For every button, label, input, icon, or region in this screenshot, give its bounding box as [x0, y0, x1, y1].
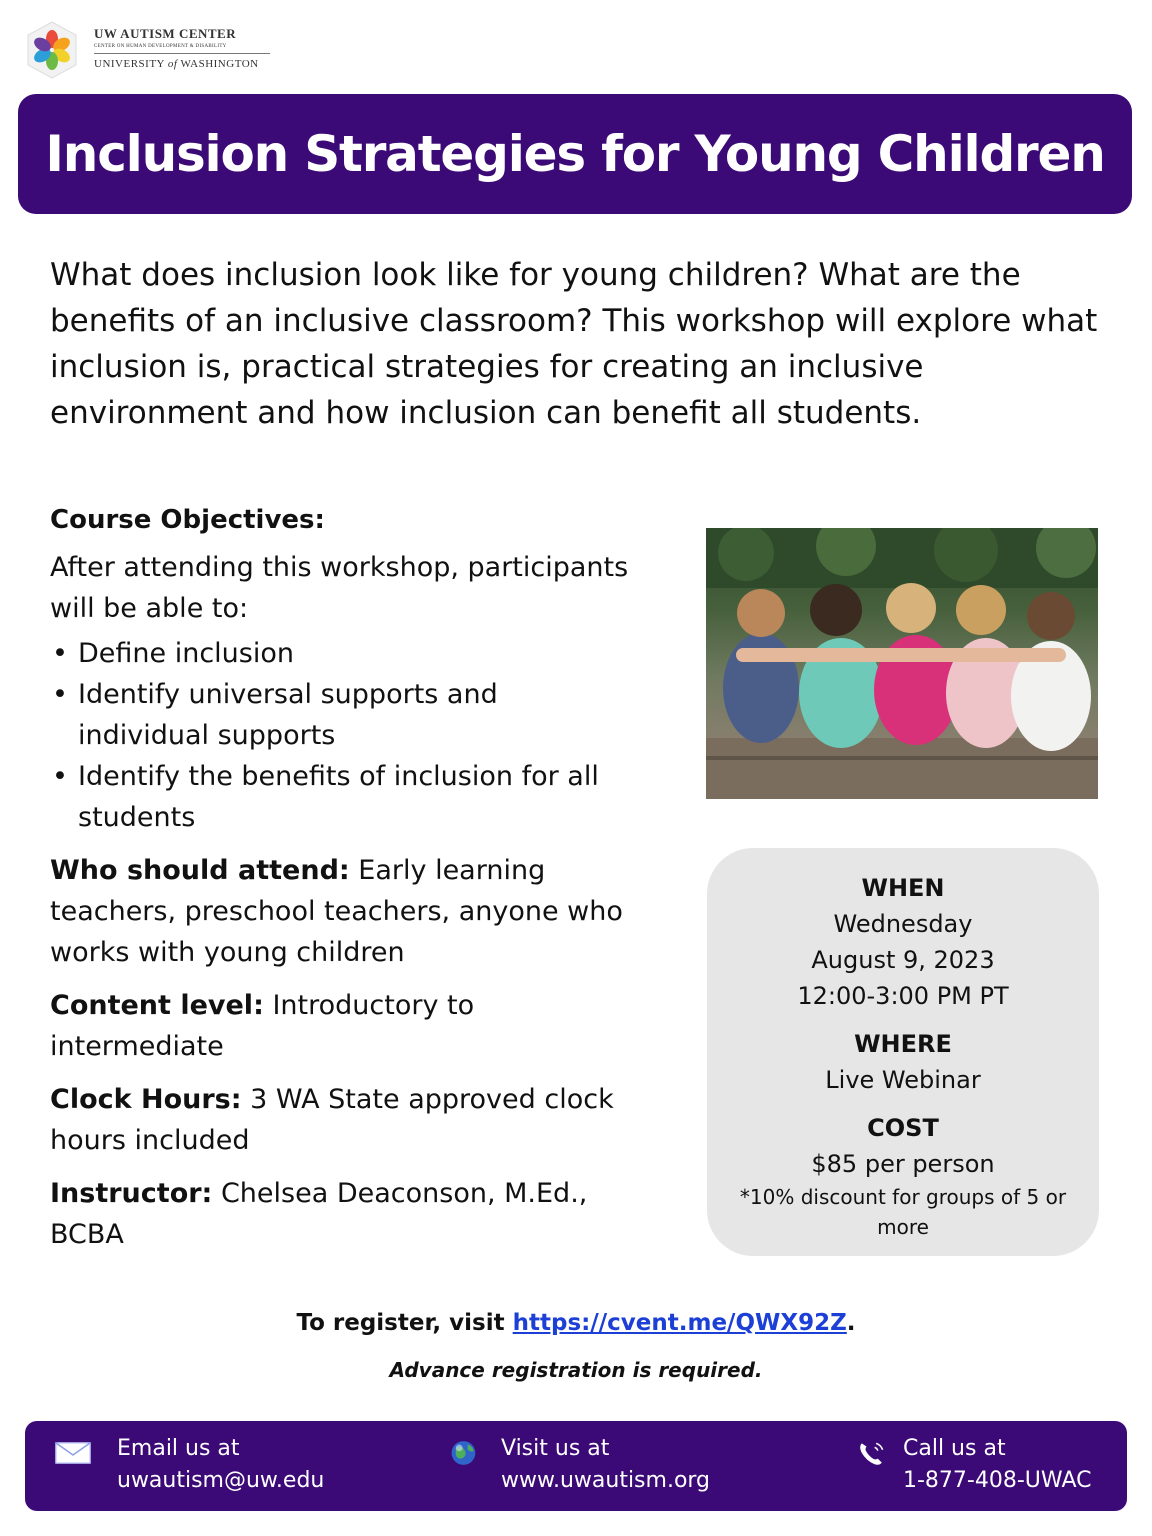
email-address[interactable]: uwautism@uw.edu [117, 1468, 325, 1493]
who-should-attend: Who should attend: Early learning teachers, preschool teachers, anyone who works with young children [50, 855, 623, 968]
contact-footer [25, 1421, 1127, 1511]
email-label: Email us at [117, 1436, 240, 1461]
event-time: 12:00-3:00 PM PT [797, 982, 1009, 1010]
advance-registration-note: Advance registration is required. [389, 1358, 763, 1382]
objectives-list [50, 633, 635, 838]
phone-icon [857, 1437, 889, 1469]
phone-number[interactable]: 1-877-408-UWAC [903, 1468, 1092, 1493]
page-title: Inclusion Strategies for Young Children [45, 125, 1105, 183]
event-date: August 9, 2023 [811, 946, 995, 974]
objective-item: • Define inclusion [52, 638, 294, 669]
logo-subtitle: CENTER ON HUMAN DEVELOPMENT & DISABILITY [94, 44, 227, 49]
objective-item: • Identify the benefits of inclusion for all students [52, 761, 599, 833]
website-url[interactable]: www.uwautism.org [501, 1468, 711, 1493]
event-details-panel [707, 848, 1099, 1256]
content-level: Content level: Introductory to intermediate [50, 990, 475, 1062]
logo-university: UNIVERSITY of WASHINGTON [94, 58, 259, 70]
globe-icon [449, 1437, 483, 1469]
objectives-heading: Course Objectives: [50, 505, 325, 535]
registration-line: To register, visit https://cvent.me/QWX92Z. [296, 1310, 856, 1336]
instructor: Instructor: Chelsea Deaconson, M.Ed., BCBA [50, 1178, 588, 1250]
event-location: Live Webinar [825, 1066, 981, 1094]
cost-heading: COST [867, 1114, 939, 1142]
phone-label: Call us at [903, 1436, 1006, 1461]
group-discount: *10% discount for groups of 5 or more [739, 1185, 1067, 1239]
logo-title: UW AUTISM CENTER [94, 26, 237, 41]
logo-divider [94, 53, 270, 54]
where-heading: WHERE [854, 1030, 952, 1058]
registration-link[interactable]: https://cvent.me/QWX92Z [512, 1310, 847, 1336]
when-heading: WHEN [861, 874, 945, 902]
objectives-lead: After attending this workshop, participants will be able to: [50, 552, 629, 624]
uw-autism-center-logo [24, 20, 284, 80]
envelope-icon [53, 1437, 93, 1469]
objective-item: • Identify universal supports and individual supports [52, 679, 498, 751]
website-label: Visit us at [501, 1436, 610, 1461]
clock-hours: Clock Hours: 3 WA State approved clock hours included [50, 1084, 614, 1156]
event-cost: $85 per person [811, 1150, 995, 1178]
title-banner [18, 94, 1132, 214]
children-photo [706, 528, 1098, 799]
event-day: Wednesday [833, 910, 973, 938]
intro-paragraph: What does inclusion look like for young children? What are the benefits of an inclusive classroom? This workshop will explore what inclusion is, practical strategies for creating an inclusive environment and how inclusion can benefit all students. [50, 257, 1098, 431]
logo-hexagon-icon [24, 20, 80, 80]
course-details [50, 500, 635, 1255]
